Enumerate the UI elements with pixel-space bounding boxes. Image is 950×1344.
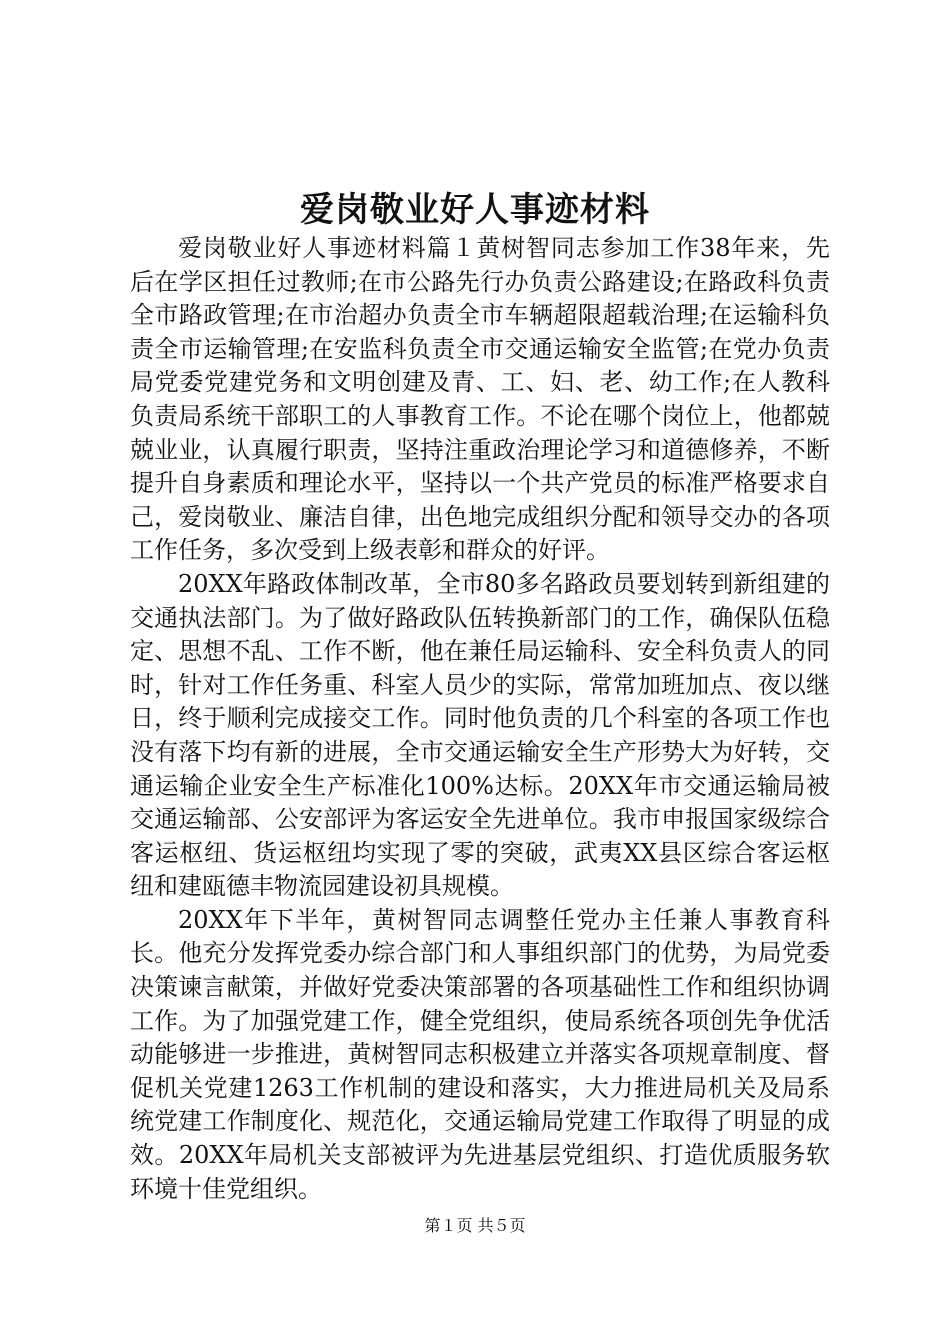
document-title: 爱岗敬业好人事迹材料 [300,190,650,230]
paragraph-3: 20XX年下半年，黄树智同志调整任党办主任兼人事教育科长。他充分发挥党委办综合部门和人事组织部门的优势，为局党委决策谏言献策，并做好党委决策部署的各项基础性工作和组织协调工作。为了加强党建工作，健全党组织，使局系统各项创先争优活动能够进一步推进，黄树智同志积极建立并落实各项规章制度、督促机关党建1263工作机制的建设和落实，大力推进局机关及局系统党建工作制度化、规范化，交通运输局党建工作取得了明显的成效。20XX年局机关支部被评为先进基层党组织、打造优质服务软环境十佳党组织。 [130,905,830,1203]
paragraph-2: 20XX年路政体制改革，全市80多名路政员要划转到新组建的交通执法部门。为了做好路政队伍转换新部门的工作，确保队伍稳定、思想不乱、工作不断，他在兼任局运输科、安全科负责人的同时，针对工作任务重、科室人员少的实际，常常加班加点、夜以继日，终于顺利完成接交工作。同时他负责的几个科室的各项工作也没有落下均有新的进展，全市交通运输安全生产形势大为好转，交通运输企业安全生产标准化100%达标。20XX年市交通运输局被交通运输部、公安部评为客运安全先进单位。我市申报国家级综合客运枢纽、货运枢纽均实现了零的突破，武夷XX县区综合客运枢纽和建瓯德丰物流园建设初具规模。 [130,569,830,901]
paragraph-1: 爱岗敬业好人事迹材料篇１黄树智同志参加工作38年来，先后在学区担任过教师;在市公路先行办负责公路建设;在路政科负责全市路政管理;在市治超办负责全市车辆超限超载治理;在运输科负责全市运输管理;在安监科负责全市交通运输安全监管;在党办负责局党委党建党务和文明创建及青、工、妇、老、幼工作;在人教科负责局系统干部职工的人事教育工作。不论在哪个岗位上，他都兢兢业业，认真履行职责，坚持注重政治理论学习和道德修养，不断提升自身素质和理论水平，坚持以一个共产党员的标准严格要求自己，爱岗敬业、廉洁自律，出色地完成组织分配和领导交办的各项工作任务，多次受到上级表彰和群众的好评。 [130,234,830,565]
document-body [130,232,830,1206]
page-footer: 第１页 共５页 [424,1216,526,1235]
